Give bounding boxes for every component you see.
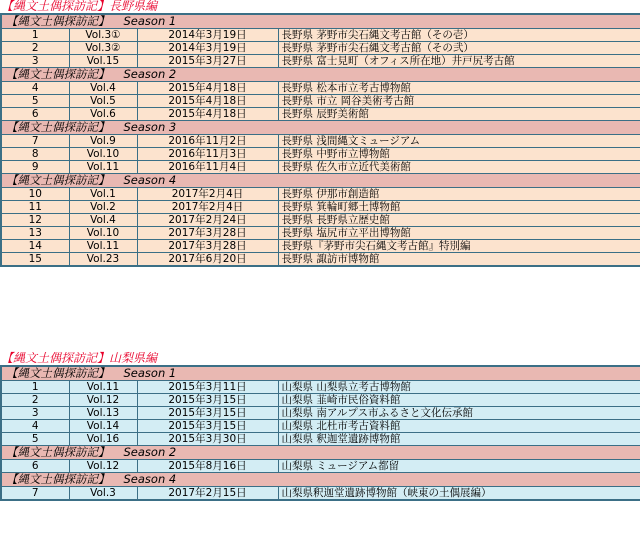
museum-name[interactable]: 長野県 箕輪町郷土博物館 <box>278 201 640 214</box>
volume-cell: Vol.2 <box>69 201 137 214</box>
series-label: 【縄文土偶探訪記】 <box>6 14 110 28</box>
entry-number: 7 <box>1 135 69 148</box>
museum-name[interactable]: 山梨県釈迦堂遺跡博物館（峡東の土偶展編） <box>278 487 640 501</box>
series-label: 【縄文土偶探訪記】 <box>6 445 110 459</box>
entry-number: 6 <box>1 108 69 121</box>
table-row[interactable] <box>1 420 640 433</box>
entry-number: 11 <box>1 201 69 214</box>
entry-number: 10 <box>1 188 69 201</box>
table-row[interactable] <box>1 487 640 501</box>
table-row[interactable] <box>1 227 640 240</box>
season-header <box>1 68 640 82</box>
table-row[interactable] <box>1 148 640 161</box>
museum-name[interactable]: 長野県 長野県立歴史館 <box>278 214 640 227</box>
season-header-cell <box>1 68 640 82</box>
museum-name[interactable]: 長野県 浅間縄文ミュージアム <box>278 135 640 148</box>
visit-date: 2017年2月4日 <box>137 188 278 201</box>
museum-name[interactable]: 山梨県 山梨県立考古博物館 <box>278 381 640 394</box>
volume-cell: Vol.12 <box>69 460 137 473</box>
museum-name[interactable]: 山梨県 韮崎市民俗資料館 <box>278 394 640 407</box>
visit-date: 2017年3月28日 <box>137 240 278 253</box>
museum-name[interactable]: 山梨県 釈迦堂遺跡博物館 <box>278 433 640 446</box>
volume-cell: Vol.11 <box>69 381 137 394</box>
table-row[interactable] <box>1 201 640 214</box>
volume-cell: Vol.13 <box>69 407 137 420</box>
entry-number: 5 <box>1 433 69 446</box>
yamanashi-table <box>0 365 640 501</box>
table-row[interactable] <box>1 394 640 407</box>
museum-name[interactable]: 山梨県 ミュージアム都留 <box>278 460 640 473</box>
volume-cell: Vol.3 <box>69 487 137 501</box>
museum-name[interactable]: 長野県 市立 岡谷美術考古館 <box>278 95 640 108</box>
table-row[interactable] <box>1 460 640 473</box>
museum-name[interactable]: 長野県 茅野市尖石縄文考古館（その弐） <box>278 42 640 55</box>
entry-number: 2 <box>1 394 69 407</box>
table-row[interactable] <box>1 407 640 420</box>
nagano-table <box>0 13 640 267</box>
series-label: 【縄文土偶探訪記】 <box>6 120 110 134</box>
entry-number: 13 <box>1 227 69 240</box>
table-row[interactable] <box>1 82 640 95</box>
nagano-title: 【縄文土偶探訪記】長野県編 <box>1 0 158 13</box>
table-row[interactable] <box>1 214 640 227</box>
season-label: Season 2 <box>123 445 177 459</box>
museum-name[interactable]: 長野県 辰野美術館 <box>278 108 640 121</box>
entry-number: 15 <box>1 253 69 267</box>
series-label: 【縄文土偶探訪記】 <box>6 366 110 380</box>
season-label: Season 3 <box>123 120 177 134</box>
visit-date: 2015年8月16日 <box>137 460 278 473</box>
visit-date: 2015年3月15日 <box>137 420 278 433</box>
entry-number: 4 <box>1 420 69 433</box>
season-header-cell <box>1 446 640 460</box>
table-row[interactable] <box>1 188 640 201</box>
entry-number: 9 <box>1 161 69 174</box>
table-row[interactable] <box>1 95 640 108</box>
yamanashi-title: 【縄文土偶探訪記】山梨県編 <box>1 351 158 365</box>
season-header <box>1 446 640 460</box>
series-label: 【縄文土偶探訪記】 <box>6 472 110 486</box>
museum-name[interactable]: 長野県 松本市立考古博物館 <box>278 82 640 95</box>
volume-cell: Vol.23 <box>69 253 137 267</box>
series-label: 【縄文土偶探訪記】 <box>6 67 110 81</box>
visit-date: 2017年2月15日 <box>137 487 278 501</box>
season-header <box>1 174 640 188</box>
visit-date: 2015年4月18日 <box>137 108 278 121</box>
season-header <box>1 366 640 381</box>
visit-date: 2016年11月3日 <box>137 148 278 161</box>
museum-name[interactable]: 山梨県 北杜市考古資料館 <box>278 420 640 433</box>
entry-number: 1 <box>1 381 69 394</box>
volume-cell: Vol.10 <box>69 227 137 240</box>
museum-name[interactable]: 長野県 富士見町（オフィス所在地）井戸尻考古館 <box>278 55 640 68</box>
volume-cell: Vol.5 <box>69 95 137 108</box>
visit-date: 2015年3月15日 <box>137 394 278 407</box>
visit-date: 2015年3月15日 <box>137 407 278 420</box>
season-header-cell <box>1 14 640 29</box>
yamanashi-section <box>0 352 640 501</box>
visit-date: 2015年4月18日 <box>137 82 278 95</box>
table-row[interactable] <box>1 240 640 253</box>
table-row[interactable] <box>1 135 640 148</box>
season-header <box>1 473 640 487</box>
museum-name[interactable]: 長野県 諏訪市博物館 <box>278 253 640 267</box>
table-row[interactable] <box>1 161 640 174</box>
museum-name[interactable]: 長野県 茅野市尖石縄文考古館（その壱） <box>278 29 640 42</box>
entry-number: 3 <box>1 407 69 420</box>
visit-date: 2015年3月30日 <box>137 433 278 446</box>
entry-number: 4 <box>1 82 69 95</box>
season-label: Season 4 <box>123 173 177 187</box>
series-label: 【縄文土偶探訪記】 <box>6 173 110 187</box>
volume-cell: Vol.4 <box>69 214 137 227</box>
season-header <box>1 14 640 29</box>
table-row[interactable] <box>1 55 640 68</box>
table-row[interactable] <box>1 433 640 446</box>
volume-cell: Vol.11 <box>69 161 137 174</box>
volume-cell: Vol.3① <box>69 29 137 42</box>
museum-name[interactable]: 長野県 塩尻市立平出博物館 <box>278 227 640 240</box>
visit-date: 2015年3月11日 <box>137 381 278 394</box>
volume-cell: Vol.4 <box>69 82 137 95</box>
museum-name[interactable]: 長野県 佐久市立近代美術館 <box>278 161 640 174</box>
season-header <box>1 121 640 135</box>
entry-number: 12 <box>1 214 69 227</box>
table-row[interactable] <box>1 253 640 267</box>
visit-date: 2017年3月28日 <box>137 227 278 240</box>
volume-cell: Vol.15 <box>69 55 137 68</box>
visit-date: 2017年6月20日 <box>137 253 278 267</box>
season-label: Season 2 <box>123 67 177 81</box>
table-row[interactable] <box>1 381 640 394</box>
visit-date: 2016年11月4日 <box>137 161 278 174</box>
season-label: Season 4 <box>123 472 177 486</box>
visit-date: 2015年4月18日 <box>137 95 278 108</box>
entry-number: 8 <box>1 148 69 161</box>
entry-number: 3 <box>1 55 69 68</box>
museum-name[interactable]: 山梨県 南アルプス市ふるさと文化伝承館 <box>278 407 640 420</box>
volume-cell: Vol.11 <box>69 240 137 253</box>
volume-cell: Vol.1 <box>69 188 137 201</box>
volume-cell: Vol.12 <box>69 394 137 407</box>
season-label: Season 1 <box>123 14 177 28</box>
visit-date: 2017年2月24日 <box>137 214 278 227</box>
table-row[interactable] <box>1 29 640 42</box>
season-header-cell <box>1 473 640 487</box>
table-row[interactable] <box>1 42 640 55</box>
visit-date: 2014年3月19日 <box>137 29 278 42</box>
table-row[interactable] <box>1 108 640 121</box>
volume-cell: Vol.10 <box>69 148 137 161</box>
entry-number: 5 <box>1 95 69 108</box>
volume-cell: Vol.6 <box>69 108 137 121</box>
visit-date: 2017年2月4日 <box>137 201 278 214</box>
season-header-cell <box>1 121 640 135</box>
season-header-cell <box>1 174 640 188</box>
volume-cell: Vol.14 <box>69 420 137 433</box>
entry-number: 7 <box>1 487 69 501</box>
nagano-section <box>0 0 640 267</box>
museum-name[interactable]: 長野県『茅野市尖石縄文考古館』特別編 <box>278 240 640 253</box>
visit-date: 2015年3月27日 <box>137 55 278 68</box>
volume-cell: Vol.16 <box>69 433 137 446</box>
entry-number: 6 <box>1 460 69 473</box>
volume-cell: Vol.3② <box>69 42 137 55</box>
entry-number: 1 <box>1 29 69 42</box>
museum-name[interactable]: 長野県 中野市立博物館 <box>278 148 640 161</box>
entry-number: 14 <box>1 240 69 253</box>
season-label: Season 1 <box>123 366 177 380</box>
visit-date: 2014年3月19日 <box>137 42 278 55</box>
visit-date: 2016年11月2日 <box>137 135 278 148</box>
entry-number: 2 <box>1 42 69 55</box>
museum-name[interactable]: 長野県 伊那市創造館 <box>278 188 640 201</box>
season-header-cell <box>1 366 640 381</box>
volume-cell: Vol.9 <box>69 135 137 148</box>
